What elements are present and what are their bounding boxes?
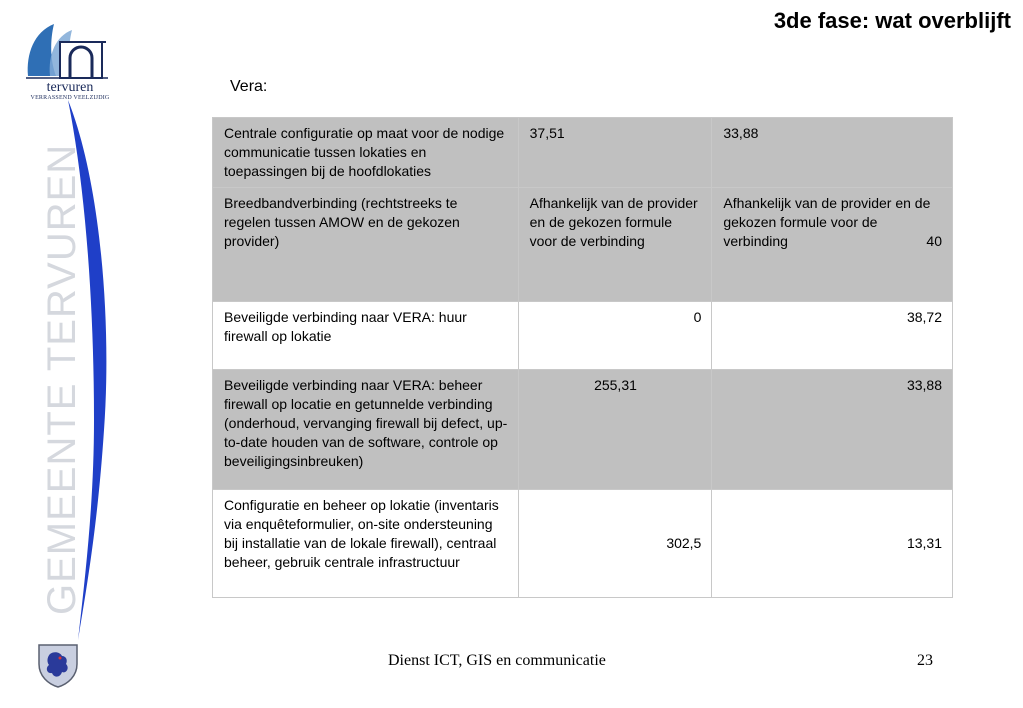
table-cell: 13,31 [712, 490, 953, 598]
table-cell: 302,5 [518, 490, 712, 598]
table-cell: 0 [518, 302, 712, 370]
table-row [213, 370, 953, 490]
vertical-municipality-text: GEMEENTE TERVUREN [40, 143, 84, 615]
slide-subtitle: Vera: [230, 78, 268, 95]
table-cell: 255,31 [518, 370, 712, 490]
table-row [213, 188, 953, 302]
table-row [213, 118, 953, 188]
table-cell [712, 188, 953, 302]
logo-tagline: VERRASSEND VEELZIJDIG [30, 95, 110, 101]
coat-of-arms-icon [36, 642, 80, 688]
slide-title: 3de fase: wat overblijft [773, 8, 1011, 33]
page-number: 23 [917, 652, 933, 669]
table-row [213, 490, 953, 598]
table-cell: 38,72 [712, 302, 953, 370]
table-cell: Centrale configuratie op maat voor de nodige communicatie tussen lokaties en toepassingen bij de hoofdlokaties [213, 118, 519, 188]
table-cell: Afhankelijk van de provider en de gekozen formule voor de verbinding [518, 188, 712, 302]
table-cell: 33,88 [712, 370, 953, 490]
table-cell-text: Afhankelijk van de provider en de gekozen formule voor de verbinding [723, 195, 931, 249]
table-row [213, 302, 953, 370]
cost-table [212, 117, 953, 598]
table-cell: 33,88 [712, 118, 953, 188]
table-cell: Breedbandverbinding (rechtstreeks te regelen tussen AMOW en de gekozen provider) [213, 188, 519, 302]
table-cell: Configuratie en beheer op lokatie (inventaris via enquêteformulier, on-site ondersteuning bij installatie van de lokale firewall), centraal beheer, gebruik centrale infrastructuur [213, 490, 519, 598]
table-cell: 37,51 [518, 118, 712, 188]
logo-name: tervuren [46, 80, 94, 95]
footer-text: Dienst ICT, GIS en communicatie [388, 652, 606, 669]
table-cell-value: 40 [926, 233, 942, 249]
table-cell: Beveiligde verbinding naar VERA: huur firewall op lokatie [213, 302, 519, 370]
table-cell: Beveiligde verbinding naar VERA: beheer firewall op locatie en getunnelde verbinding (onderhoud, vervanging firewall bij defect, up-to-date houden van de software, controle op beveiligingsinbreuken) [213, 370, 519, 490]
